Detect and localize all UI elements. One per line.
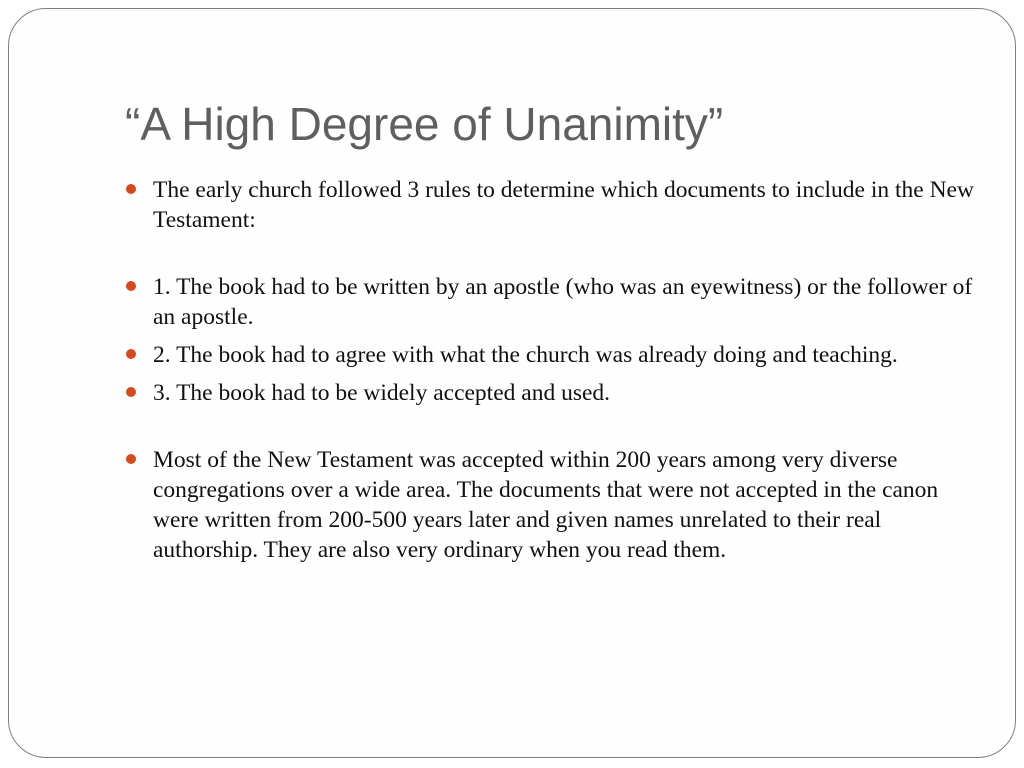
bullet-dot-icon [126,454,136,464]
bullet-item [125,340,975,370]
bullet-text: Most of the New Testament was accepted within 200 years among very diverse congregations over a wide area. The documents that were not accepted in the canon were written from 200-500 years later and given names unrelated to their real authorship. They are also very ordinary when you read them. [153,447,939,563]
bullet-dot-icon [126,184,136,194]
bullet-dot-icon [126,387,136,397]
bullet-dot-icon [126,281,136,291]
bullet-item [125,175,975,235]
bullet-text: 2. The book had to agree with what the church was already doing and teaching. [153,342,898,368]
slide-frame [8,8,1016,758]
bullet-text: The early church followed 3 rules to determine which documents to include in the New Testament: [153,177,974,233]
bullet-text: 3. The book had to be widely accepted and used. [153,380,611,406]
bullet-item [125,445,975,565]
bullet-dot-icon [126,349,136,359]
slide-title: “A High Degree of Unanimity” [125,98,724,150]
bullet-item [125,378,975,408]
bullet-text: 1. The book had to be written by an apostle (who was an eyewitness) or the follower of an apostle. [153,274,973,330]
bullet-item [125,272,975,332]
bullet-list [125,175,975,565]
